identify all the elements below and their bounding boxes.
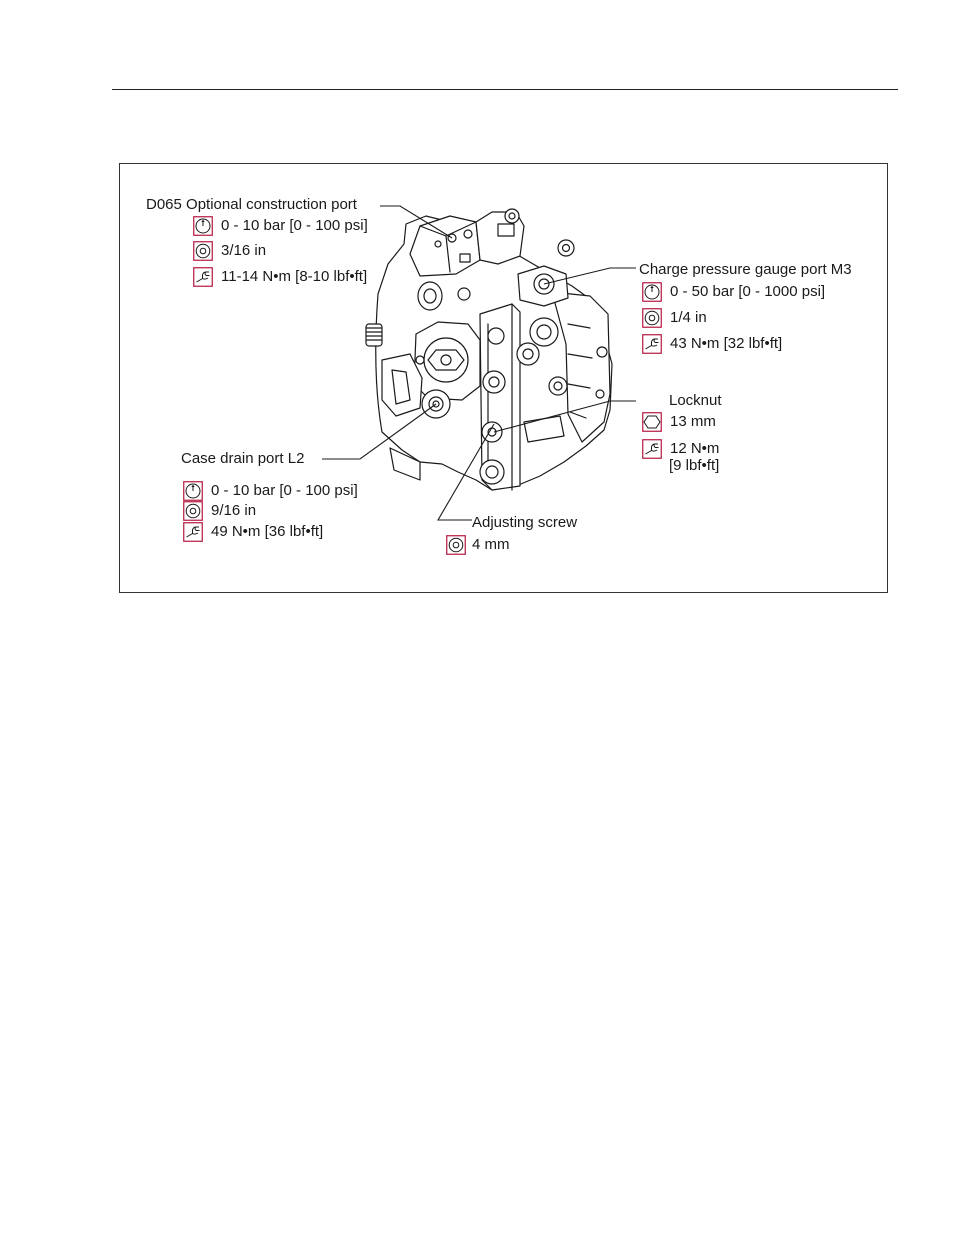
charge-title: Charge pressure gauge port M3	[639, 261, 852, 278]
d065-torque-text: 11-14 N•m [8-10 lbf•ft]	[221, 268, 368, 285]
d065-spec-pressure	[193, 216, 368, 236]
d065-title: D065 Optional construction port	[146, 196, 357, 213]
charge-spec-torque	[642, 334, 782, 354]
charge-spec-socket	[642, 308, 707, 328]
charge-socket-text: 1/4 in	[670, 309, 707, 326]
casedrain-spec-socket	[183, 501, 256, 521]
d065-spec-torque	[193, 267, 367, 287]
d065-pressure-text: 0 - 10 bar [0 - 100 psi]	[221, 217, 368, 234]
locknut-nut-text: 13 mm	[670, 413, 716, 430]
locknut-spec-torque	[642, 439, 719, 459]
torque-wrench-icon	[193, 267, 213, 287]
hex-socket-icon	[193, 241, 213, 261]
casedrain-spec-pressure	[183, 481, 358, 501]
header-rule	[112, 89, 898, 90]
casedrain-pressure-text: 0 - 10 bar [0 - 100 psi]	[211, 482, 358, 499]
locknut-torque-text: 12 N•m	[670, 440, 720, 457]
hex-socket-icon	[446, 535, 466, 555]
casedrain-title: Case drain port L2	[181, 450, 305, 467]
locknut-torque-text-2: [9 lbf•ft]	[669, 457, 720, 474]
hex-socket-icon	[183, 501, 203, 521]
pump-figure	[119, 163, 888, 593]
pressure-gauge-icon	[193, 216, 213, 236]
casedrain-spec-torque	[183, 522, 323, 542]
pressure-gauge-icon	[183, 481, 203, 501]
locknut-title: Locknut	[669, 392, 722, 409]
d065-socket-text: 3/16 in	[221, 242, 267, 259]
torque-wrench-icon	[642, 439, 662, 459]
adjusting-socket-text: 4 mm	[472, 536, 510, 553]
charge-torque-text: 43 N•m [32 lbf•ft]	[670, 335, 783, 352]
pressure-gauge-icon	[642, 282, 662, 302]
adjusting-spec-socket	[446, 535, 510, 555]
adjusting-title: Adjusting screw	[472, 514, 578, 531]
casedrain-socket-text: 9/16 in	[211, 502, 257, 519]
charge-pressure-text: 0 - 50 bar [0 - 1000 psi]	[670, 283, 826, 300]
charge-spec-pressure	[642, 282, 825, 302]
hex-socket-icon	[642, 308, 662, 328]
torque-wrench-icon	[642, 334, 662, 354]
d065-spec-socket	[193, 241, 266, 261]
locknut-spec-nut	[642, 412, 716, 432]
torque-wrench-icon	[183, 522, 203, 542]
hex-nut-icon	[642, 412, 662, 432]
casedrain-torque-text: 49 N•m [36 lbf•ft]	[211, 523, 324, 540]
